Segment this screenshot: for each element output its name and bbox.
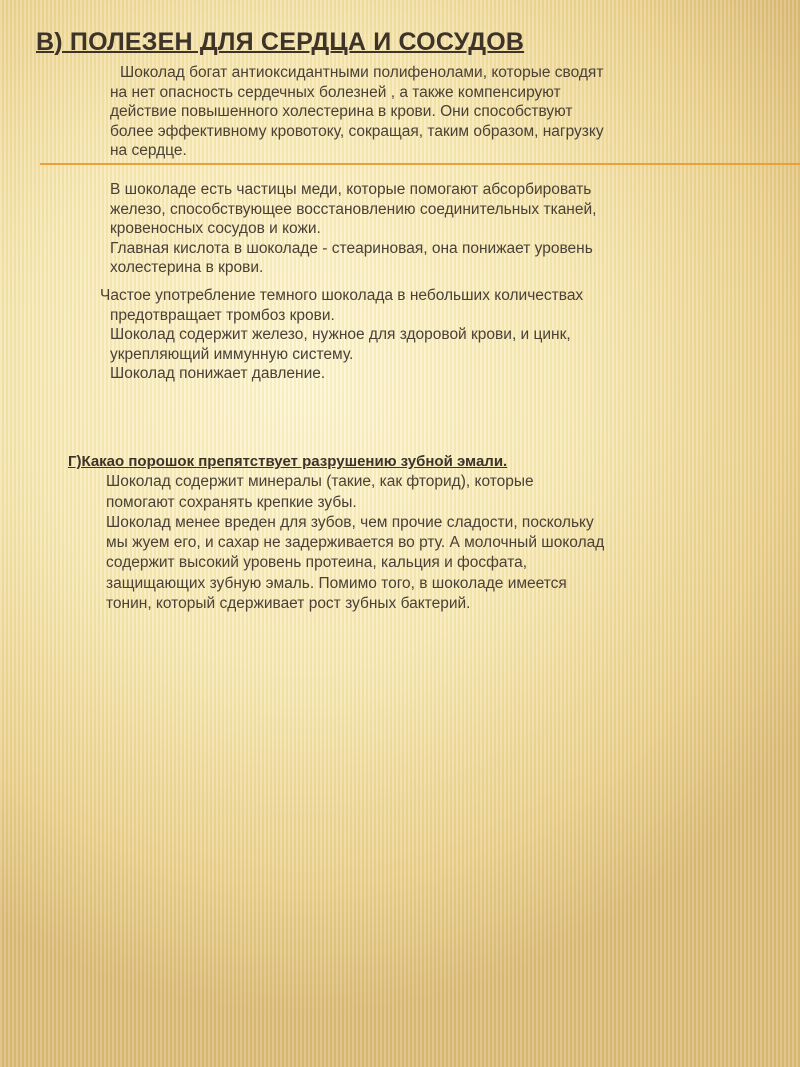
text-line: предотвращает тромбоз крови. xyxy=(110,306,335,324)
text-line: железо, способствующее восстановлению соединительных тканей, xyxy=(110,200,597,218)
paragraph-dark-chocolate xyxy=(100,286,583,384)
text-line: Шоколад содержит железо, нужное для здоровой крови, и цинк, xyxy=(110,326,571,343)
text-line: Шоколад понижает давление. xyxy=(110,365,326,382)
text-line: более эффективному кровотоку, сокращая, таким образом, нагрузку xyxy=(110,122,604,140)
text-line: Частое употребление темного шоколада в небольших количествах xyxy=(100,287,584,304)
text-line: холестерина в крови. xyxy=(110,259,264,276)
section-heading: Г)Какао порошок препятствует разрушению зубной эмали. xyxy=(68,453,508,470)
text-line: кровеносных сосудов и кожи. xyxy=(110,220,321,237)
text-line: Шоколад богат антиоксидантными полифенолами, которые сводят xyxy=(120,64,604,81)
text-line: на сердце. xyxy=(110,142,187,159)
text-line: Шоколад менее вреден для зубов, чем прочие сладости, поскольку xyxy=(106,513,594,531)
paragraph-copper xyxy=(110,180,596,278)
text-line: содержит высокий уровень протеина, кальция и фосфата, xyxy=(106,554,528,572)
section-teeth xyxy=(68,452,604,614)
text-line: укрепляющий иммунную систему. xyxy=(110,345,354,363)
text-line: В шоколаде есть частицы меди, которые помогают абсорбировать xyxy=(110,181,592,198)
paragraph-antioxidants xyxy=(110,63,604,161)
divider-line xyxy=(40,163,800,165)
text-line: действие повышенного холестерина в крови. Они способствуют xyxy=(110,103,573,120)
text-line: защищающих зубную эмаль. Помимо того, в шоколаде имеется xyxy=(106,574,567,592)
text-line: мы жуем его, и сахар не задерживается во рту. А молочный шоколад xyxy=(106,534,605,552)
text-line: на нет опасность сердечных болезней , а также компенсируют xyxy=(110,83,561,101)
text-line: Шоколад содержит минералы (такие, как фторид), которые xyxy=(106,473,534,491)
text-line: Главная кислота в шоколаде - стеариновая, она понижает уровень xyxy=(110,239,593,257)
text-line: тонин, который сдерживает рост зубных бактерий. xyxy=(106,595,471,613)
slide-title: В) ПОЛЕЗЕН ДЛЯ СЕРДЦА И СОСУДОВ xyxy=(36,28,525,56)
text-line: помогают сохранять крепкие зубы. xyxy=(106,493,357,511)
